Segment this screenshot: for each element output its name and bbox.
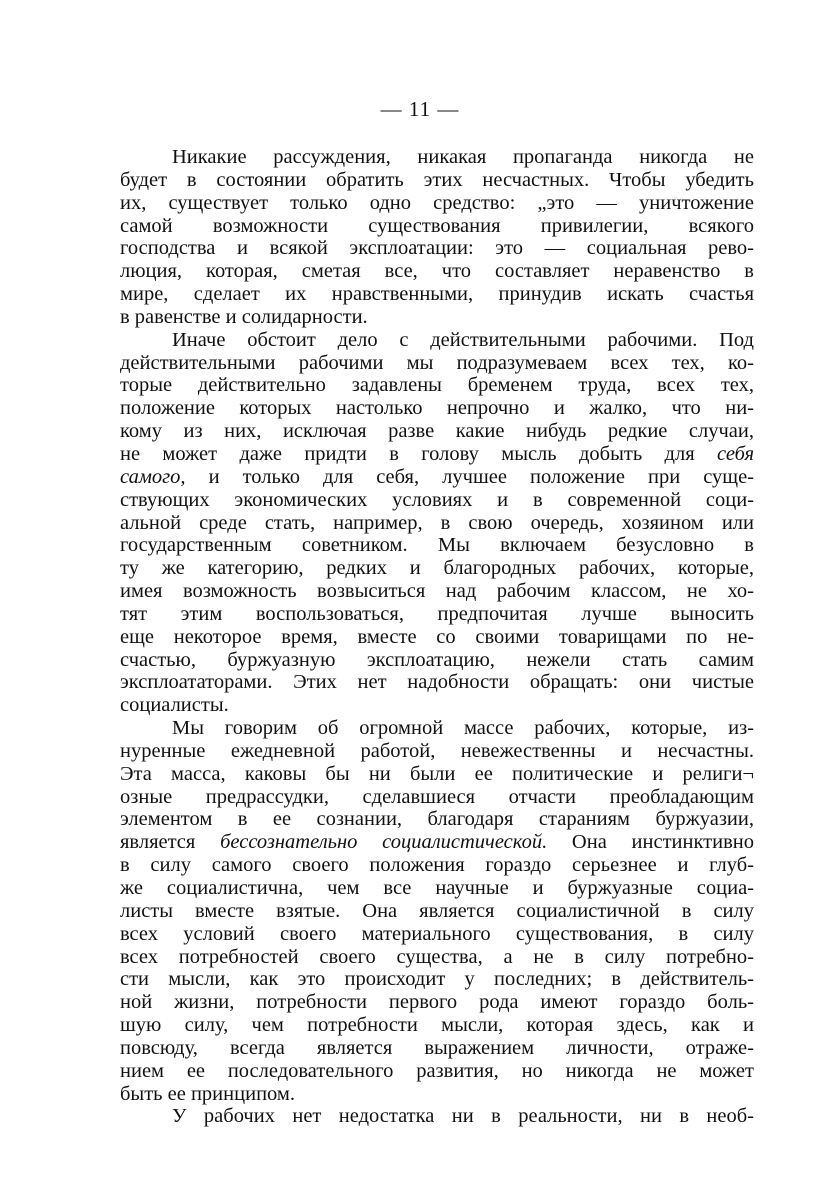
text-line: имея возможность возвыситься над рабочим классом, не хо- bbox=[120, 580, 754, 603]
paragraph-1 bbox=[120, 146, 754, 329]
text-line-with-italic bbox=[120, 831, 754, 854]
text-line: нием ее последовательного развития, но никогда не может bbox=[120, 1059, 754, 1082]
text-line: Эта масса, каковы бы ни были ее политические и религи¬ bbox=[120, 762, 754, 785]
text-line: кому из них, исключая разве какие нибудь редкие случаи, bbox=[120, 420, 754, 443]
text-line: самой возможности существования привилегии, всякого bbox=[120, 214, 754, 237]
text-line: всех потребностей своего существа, а не в силу потребно- bbox=[120, 945, 754, 968]
text-segment: является bbox=[120, 831, 196, 854]
text-segment: Она инстинктивно bbox=[571, 831, 754, 854]
text-line: будет в состоянии обратить этих несчастных. Чтобы убедить bbox=[120, 168, 754, 191]
text-line: всех условий своего материального существования, в силу bbox=[120, 922, 754, 945]
italic-segment: бессознательно социалистической. bbox=[220, 831, 548, 854]
text-line: же социалистична, чем все научные и буржуазные социа- bbox=[120, 877, 754, 899]
text-line: люция, которая, сметая все, что составляет неравенство в bbox=[120, 260, 754, 283]
text-line: быть ее принципом. bbox=[120, 1082, 295, 1105]
paragraph-4 bbox=[120, 1105, 754, 1128]
text-line: мире, сделает их нравственными, принудив искать счастья bbox=[120, 283, 754, 306]
text-line: ствующих экономических условиях и в современной соци- bbox=[120, 488, 754, 511]
text-line: торые действительно задавлены бременем труда, всех тех, bbox=[120, 374, 754, 397]
italic-segment: самого, bbox=[120, 465, 186, 488]
text-line: положение которых настолько непрочно и жалко, что ни- bbox=[120, 397, 754, 420]
text-line: листы вместе взятые. Она является социалистичной в силу bbox=[120, 899, 754, 922]
text-line: эксплоататорами. Этих нет надобности обращать: они чистые bbox=[120, 671, 754, 694]
page-number: — 11 — bbox=[380, 97, 460, 121]
text-line: еще некоторое время, вместе со своими товарищами по не- bbox=[120, 625, 754, 648]
text-line: повсюду, всегда является выражением личности, отраже- bbox=[120, 1036, 754, 1059]
text-line: шую силу, чем потребности мысли, которая здесь, как и bbox=[120, 1014, 754, 1037]
text-line: элементом в ее сознании, благодаря стараниям буржуазии, bbox=[120, 808, 754, 831]
text-line: в силу самого своего положения гораздо серьезнее и глуб- bbox=[120, 854, 754, 877]
text-line: социалисты. bbox=[120, 694, 229, 717]
body-text bbox=[120, 146, 754, 1128]
text-line: счастью, буржуазную эксплоатацию, нежели стать самим bbox=[120, 648, 754, 671]
text-line: ной жизни, потребности первого рода имеют гораздо боль- bbox=[120, 991, 754, 1014]
text-line: Мы говорим об огромной массе рабочих, которые, из- bbox=[172, 717, 754, 740]
text-line: озные предрассудки, сделавшиеся отчасти преобладающим bbox=[120, 785, 754, 808]
text-line: У рабочих нет недостатка ни в реальности, ни в необ- bbox=[172, 1105, 754, 1128]
text-line: Никакие рассуждения, никакая пропаганда никогда не bbox=[172, 146, 754, 168]
text-line: сти мысли, как это происходит у последних; в действитель- bbox=[120, 968, 754, 991]
paragraph-3 bbox=[120, 717, 754, 1105]
text-line: господства и всякой эксплоатации: это — социальная рево- bbox=[120, 237, 754, 260]
text-line: в равенстве и солидарности. bbox=[120, 305, 368, 328]
text-line: Иначе обстоит дело с действительными рабочими. Под bbox=[172, 328, 754, 351]
text-segment: не может даже придти в голову мысль добыть для bbox=[120, 442, 695, 465]
text-line: их, существует только одно средство: „это — уничтожение bbox=[120, 191, 754, 214]
text-line: государственным советником. Мы включаем безусловно в bbox=[120, 534, 754, 557]
text-line: нуренные ежедневной работой, невежественны и несчастны. bbox=[120, 739, 754, 762]
text-line: тят этим воспользоваться, предпочитая лучше выносить bbox=[120, 602, 754, 625]
paragraph-2 bbox=[120, 329, 754, 717]
text-line-with-italic bbox=[120, 443, 754, 466]
text-line: альной среде стать, например, в свою очередь, хозяином или bbox=[120, 511, 754, 534]
italic-segment: себя bbox=[717, 442, 754, 465]
text-line: действительными рабочими мы подразумеваем всех тех, ко- bbox=[120, 351, 754, 374]
text-line-with-italic bbox=[120, 466, 754, 489]
text-segment: и только для себя, лучшее положение при суще- bbox=[208, 465, 754, 488]
text-line: ту же категорию, редких и благородных рабочих, которые, bbox=[120, 557, 754, 580]
